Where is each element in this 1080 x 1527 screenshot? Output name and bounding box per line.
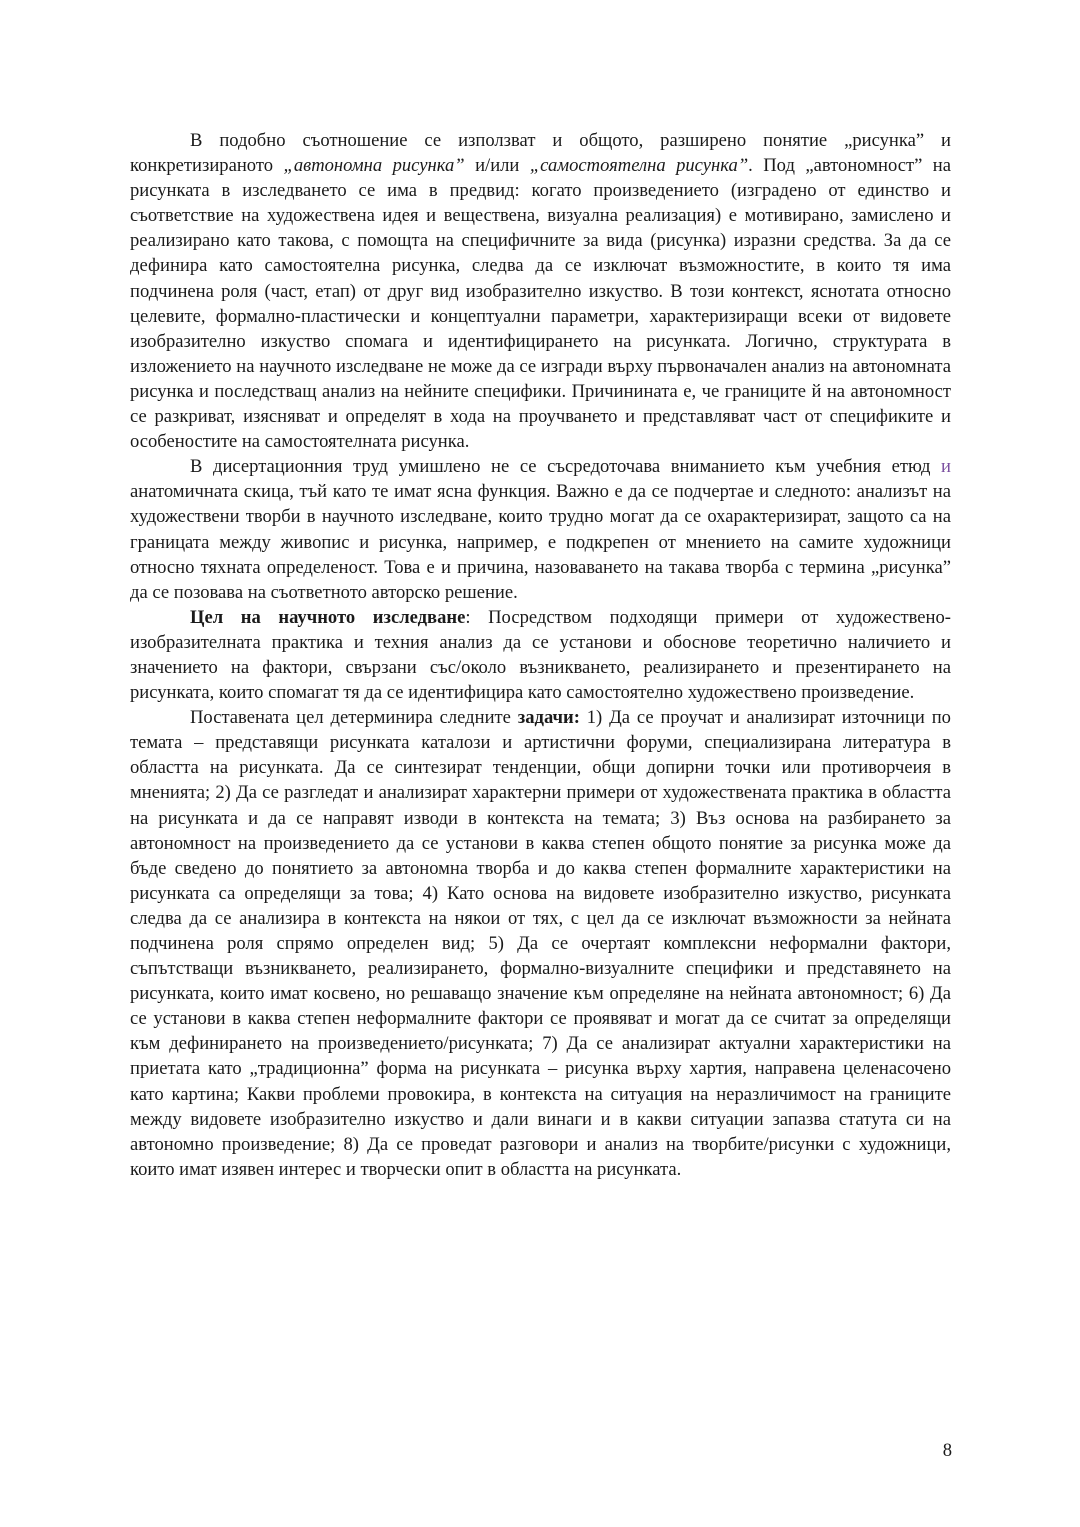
term-autonomous-drawing: „автономна рисунка” <box>283 155 465 177</box>
paragraph-1-text-a: В подобно съотношение се използват и общото, разширено понятие „рисунка” и конкретизираното <box>130 130 951 177</box>
paragraph-research-goal <box>130 605 951 705</box>
paragraph-autonomous-drawing <box>130 128 951 454</box>
document-body <box>130 128 951 1182</box>
research-goal-heading: Цел на научното изследване <box>190 606 466 628</box>
term-independent-drawing: „самостоятелна рисунка” <box>529 155 749 177</box>
paragraph-2-text-b: анатомичната скица, тъй като те имат ясна функция. Важно е да се подчертае и следното: анализът на художествени творби в научното изследване, които трудно могат да се охарактеризират, защото са на границата между живопис и рисунка, например, е подкрепен от мнението на самите художници относно тяхната определеност. Това е и причина, назоваването на такава творба с термина „рисунка” да се позовава на съответното авторско решение. <box>130 481 951 603</box>
paragraph-scope <box>130 454 951 605</box>
tasks-heading: задачи: <box>517 707 580 729</box>
paragraph-1-text-c: . Под „автономност” на рисунката в изследването се има в предвид: когато произведението (изградено от единство и съответствие на художествена идея и веществена, визуална реализация) е мотивирано, замислено и реализирано като такова, с помощта на специфичните за вида (рисунка) изразни средства. За да се дефинира като самостоятелна рисунка, следва да се изключат възможностите, в които тя има подчинена роля (част, етап) от друг вид изобразително изкуство. В този контекст, яснотата относно целевите, формално-пластически и концептуални параметри, характеризиращи всеки от видовете изобразително изкуство спомага и идентифицирането на рисунката. Логично, структурата в изложението на научното изследване не може да се изгради върху първоначален анализ на автономната рисунка и последстващ анализ на нейните специфики. Причинината е, че границите й на автономност се разкриват, изясняват и определят в хода на проучването и представляват част от спецификите и особеностите на самостоятелната рисунка. <box>130 155 952 453</box>
paragraph-2-text-a: В дисертационния труд умишлено не се съсредоточава вниманието към учебния етюд <box>190 456 942 478</box>
paragraph-research-tasks <box>130 705 951 1182</box>
paragraph-4-text-b: 1) Да се проучат и анализират източници по темата – представящи рисунката каталози и артистични форуми, специализирана литература в областта на рисунката. Да се синтезират тенденции, общи допирни точки или противорчеия в мненията; 2) Да се разгледат и анализират характерни примери от художествената практика в областта на рисунката и да се направят изводи в контекста на темата; 3) Въз основа на разбирането за автономност на произведението да се установи в каква степен общото понятие за рисунка може да бъде сведено до понятието за автономна творба и до каква степен формалните характеристики на рисунката са определящи за това; 4) Като основа на видовете изобразително изкуство, рисунката следва да се анализира в контекста на някои от тях, с цел да се изключат възможности за нейната подчинена роля спрямо определен вид; 5) Да се очертаят комплексни неформални фактори, съпътстващи възникването, реализирането, формално-визуалните специфики и представянето на рисунката, които имат косвено, но решаващо значение към определяне на нейната автономност; 6) Да се установи в каква степен неформалните фактори се проявяват и могат да се считат за определящи към дефинирането на произведението/рисунката; 7) Да се анализират актуални характеристики на приетата като „традиционна” форма на рисунката – рисунка върху хартия, направена целенасочено като картина; Какви проблеми провокира, в контекста на ситуация на неразличимост на границите между видовете изобразително изкуство и дали винаги и в какви ситуации запазва статута си на автономно произведение; 8) Да се проведат разговори и анализ на творбите/рисунки с художници, които имат изявен интерес и творчески опит в областта на рисунката. <box>130 707 951 1180</box>
paragraph-3-text: : Посредством подходящи примери от художествено-изобразителната практика и техния анализ да се установи и обоснове теоретично наличието и значението на фактори, свързани със/около възникването, реализирането и презентирането на рисунката, които спомагат тя да се идентифицира като самостоятелно художествено произведение. <box>130 606 951 704</box>
paragraph-4-text-a: Поставената цел детерминира следните <box>190 707 518 729</box>
page-number: 8 <box>942 1440 952 1461</box>
highlighted-conjunction: и <box>941 456 951 478</box>
paragraph-1-text-b: и/или <box>464 155 530 177</box>
